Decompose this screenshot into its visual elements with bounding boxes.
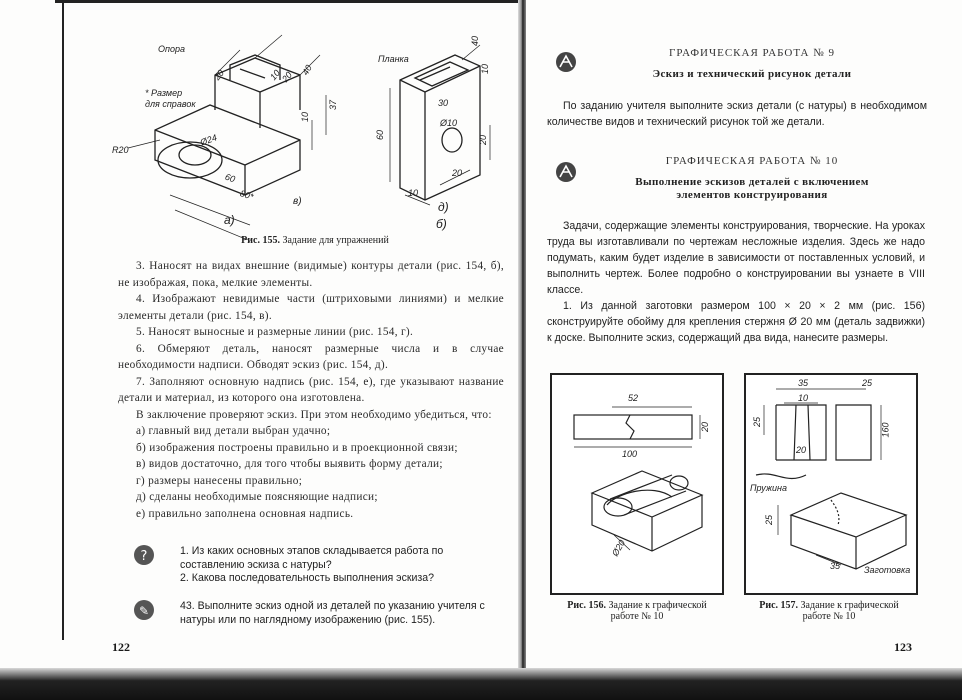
checklist-item: д) сделаны необходимые поясняющие надписи; [136,491,378,503]
question-2: 2. Какова последовательность выполнения эскиза? [180,572,435,584]
paragraph: 4. Изображают невидимые части (штриховыми линиями) и мелкие элементы детали (рис. 154, в). [118,293,504,322]
dim-156-1: 100 [622,449,638,459]
work-10-body [547,218,925,346]
figure-156-frame [550,373,724,595]
dim-157-3: 25 [752,416,763,428]
dim-157-7: 35 [830,561,841,571]
dim-157-5: 160 [880,422,891,438]
note-razmer: * Размер [145,88,183,98]
scan-bottom-edge [0,668,962,700]
work-10-title-1: Выполнение эскизов деталей с включением [635,176,869,188]
dim-b-5: 20 [478,134,489,146]
book-gutter [518,0,526,700]
figure-156-caption-label: Рис. 156. [567,600,607,611]
graphic-work-icon [555,50,577,74]
note-spravok: для справок [145,99,196,109]
work-9-header: ГРАФИЧЕСКАЯ РАБОТА № 9 [669,47,835,59]
work-10-header: ГРАФИЧЕСКАЯ РАБОТА № 10 [665,155,839,167]
figure-157-caption-text: Задание к графической [800,600,899,611]
dim-a-1: 20 [279,69,295,85]
figure-155-caption-text: Задание для упражнений [282,235,389,246]
dim-a-7: R20 [112,145,129,155]
checklist-item: а) главный вид детали выбран удачно; [136,425,331,437]
dim-a-3: 40 [300,63,314,77]
work-9-body-text: По заданию учителя выполните эскиз детали (с натуры) в необходимом количестве видов и технический рисунок той же детали. [547,100,927,128]
checklist-item: е) правильно заполнена основная надпись. [136,507,354,520]
dim-a-9: 80* [238,188,255,202]
figure-156-caption-text-2: работе № 10 [610,611,664,622]
work-10-title-2: элементов конструирования [676,189,828,201]
dim-157-4: 20 [796,445,807,455]
work-10-body-text-1: Задачи, содержащие элементы конструирования, творческие. На уроках труда вы изготавливали по чертежам несложные изделия. Здесь же надо подумать, каким будет изделие в зависимости от поставленных условий, и выполнить чертеж. Более подробно о конструировании вы узнаете в VIII классе. [547,220,925,296]
checklist-item: б) изображения построены правильно и в проекционной связи; [136,441,458,454]
task-43: 43. Выполните эскиз одной из деталей по указанию учителя с натуры или по наглядному изображению (рис. 155). [180,600,485,626]
dim-157-1: 25 [862,378,873,388]
figure-157-caption-label: Рис. 157. [759,600,799,611]
paragraph: В заключение проверяют эскиз. При этом необходимо убедиться, что: [136,408,492,421]
checklist-item: в) видов достаточно, для того чтобы выявить форму детали; [136,458,443,470]
dim-b-3: Ø10 [440,118,458,128]
work-9-body [547,98,927,130]
dim-b-7: 10 [408,188,419,198]
dim-b-2: 30 [438,98,449,108]
dim-156-2: 20 [700,421,711,433]
question-1: 1. Из каких основных этапов складывается работа по составлению эскиза с натуры? [180,545,444,571]
right-page [522,0,962,700]
label-planka: Планка [378,54,409,64]
question-icon [133,542,155,568]
checklist-item: г) размеры нанесены правильно; [136,474,303,487]
paragraph: 6. Обмеряют деталь, наносят размерные числа и в случае необходимости надписи. Обводят эскиз (рис. 154, д). [118,342,504,371]
sub-d: д) [438,200,449,214]
dim-a-2: 10 [300,111,311,123]
dim-157-0: 35 [798,378,809,388]
dim-156-3: Ø20 [609,538,628,558]
sub-v: в) [293,196,302,207]
dim-a-4: 37 [328,99,339,111]
paragraph: 7. Заполняют основную надпись (рис. 154, е), где указывают название детали и материал, из которого она изготовлена. [118,375,504,404]
page-number-right: 123 [894,640,912,654]
opora-hole [179,145,211,165]
left-body-text [118,258,504,522]
svg-text:✎: ✎ [138,604,150,618]
label-pruzhina: Пружина [750,483,787,493]
dim-a-5: 10 [267,67,283,83]
figure-156-caption [542,600,732,622]
work-9-title: Эскиз и технический рисунок детали [652,68,852,80]
dim-b-4: 60 [375,129,386,141]
paragraph: 3. Наносят на видах внешние (видимые) контуры детали (рис. 154, б), не изображая, пока, мелкие элементы. [118,260,504,289]
task-icon [133,597,155,623]
label-zagotovka: Заготовка [864,565,911,575]
figure-156-caption-text: Задание к графической [608,600,707,611]
svg-text:?: ? [140,549,148,564]
dim-a-8: 60 [223,171,237,185]
dim-156-0: 52 [628,393,639,403]
figure-157-frame [744,373,918,595]
figure-157-caption-text-2: работе № 10 [802,611,856,622]
page-number-left: 122 [112,640,130,654]
dim-157-2: 10 [798,393,809,403]
dim-b-6: 20 [452,168,463,178]
figure-156-drawing [552,375,722,593]
figure-155-caption-label: Рис. 155. [241,235,280,246]
sub-a: а) [224,213,235,227]
graphic-work-icon [555,160,577,184]
dim-b-0: 40 [470,35,481,47]
label-opora: Опора [158,44,185,54]
figure-155-caption [200,235,430,246]
dim-157-6: 25 [764,514,775,526]
dim-b-1: 10 [480,63,491,75]
work-10-body-text-2: 1. Из данной заготовки размером 100 × 20 × 2 мм (рис. 156) сконструируйте обойму для крепления стержня Ø 20 мм (деталь задвижки) к доске. Выполните эскиз, содержащий два вида, нанесите размеры. [547,300,925,344]
dim-a-0: 20 [211,67,227,83]
sub-b: б) [436,217,447,231]
paragraph: 5. Наносят выносные и размерные линии (рис. 154, г). [136,326,414,338]
figure-157-caption [734,600,924,622]
dim-a-6: Ø24 [198,132,219,148]
planka-hole [442,128,462,152]
